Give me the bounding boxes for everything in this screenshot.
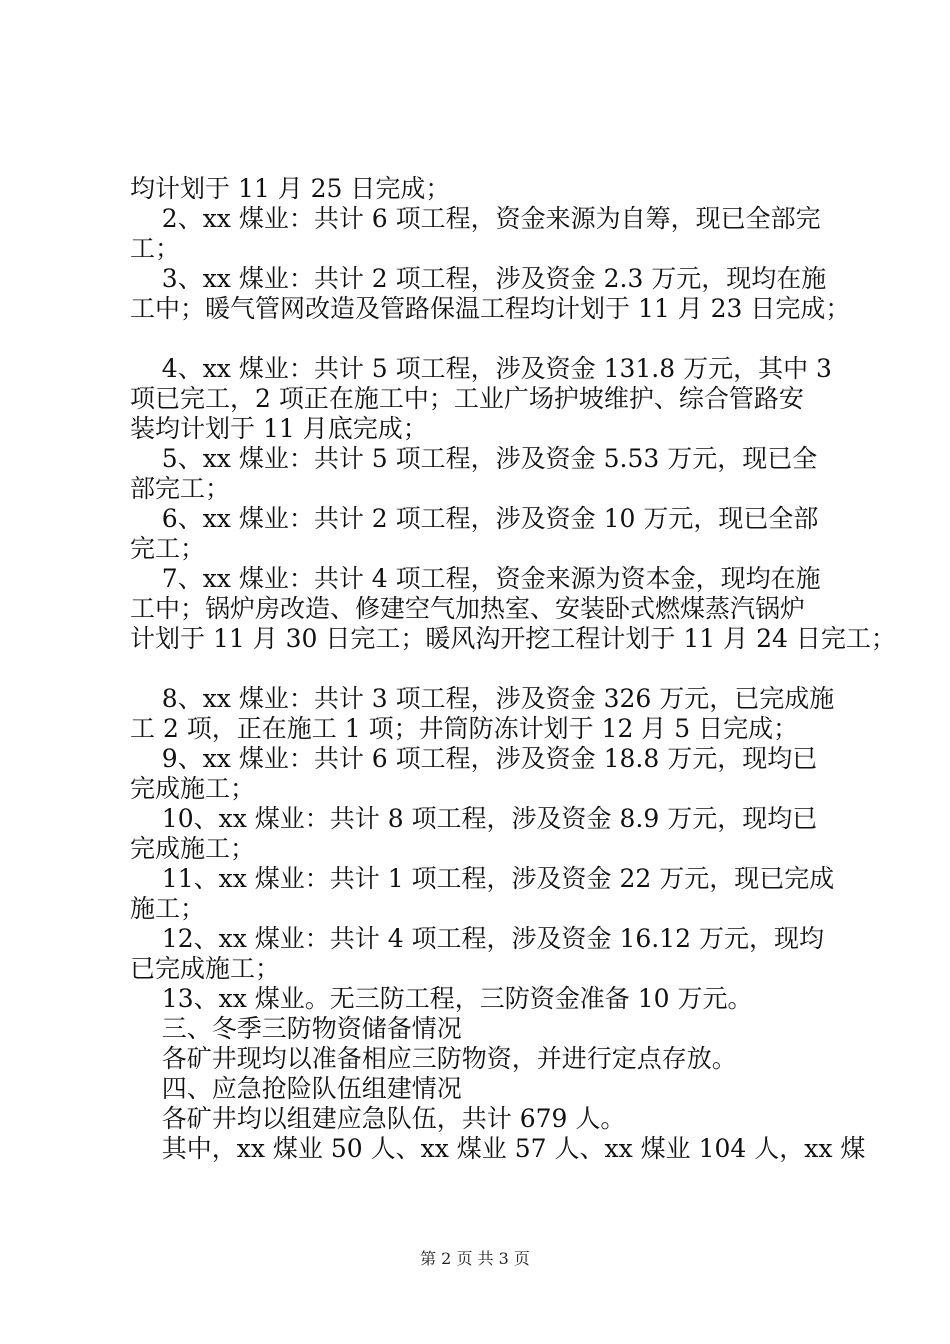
text-line: 13、xx 煤业。无三防工程，三防资金准备 10 万元。 xyxy=(130,984,753,1013)
blank-line xyxy=(130,324,830,354)
text-line: 完成施工； xyxy=(130,774,256,803)
text-line: 12、xx 煤业：共计 4 项工程，涉及资金 16.12 万元，现均 xyxy=(130,924,825,953)
text-line: 8、xx 煤业：共计 3 项工程，涉及资金 326 万元，已完成施 xyxy=(130,684,835,713)
text-line: 其中，xx 煤业 50 人、xx 煤业 57 人、xx 煤业 104 人，xx 煤 xyxy=(130,1134,866,1163)
text-line: 工中；锅炉房改造、修建空气加热室、安装卧式燃煤蒸汽锅炉 xyxy=(130,594,806,623)
text-line: 各矿井均以组建应急队伍，共计 679 人。 xyxy=(130,1104,626,1133)
text-line: 2、xx 煤业：共计 6 项工程，资金来源为自筹，现已全部完 xyxy=(130,204,821,233)
text-line: 4、xx 煤业：共计 5 项工程，涉及资金 131.8 万元，其中 3 xyxy=(130,354,832,383)
text-line: 已完成施工； xyxy=(130,954,281,983)
text-line: 装均计划于 11 月底完成； xyxy=(130,414,428,443)
section-heading: 四、应急抢险队伍组建情况 xyxy=(130,1074,462,1103)
text-line: 项已完工，2 项正在施工中；工业广场护坡维护、综合管路安 xyxy=(130,384,804,413)
text-line: 工 2 项，正在施工 1 项；井筒防冻计划于 12 月 5 日完成； xyxy=(130,714,799,743)
text-line: 11、xx 煤业：共计 1 项工程，涉及资金 22 万元，现已完成 xyxy=(130,864,835,893)
text-line: 均计划于 11 月 25 日完成； xyxy=(130,174,451,203)
text-line: 施工； xyxy=(130,894,206,923)
page-footer xyxy=(0,1246,950,1269)
text-line: 各矿井现均以准备相应三防物资，并进行定点存放。 xyxy=(130,1044,737,1073)
text-line: 10、xx 煤业：共计 8 项工程，涉及资金 8.9 万元，现均已 xyxy=(130,804,818,833)
page-number-label: 第 2 页 共 3 页 xyxy=(420,1249,530,1268)
text-line: 7、xx 煤业：共计 4 项工程，资金来源为资本金，现均在施 xyxy=(130,564,821,593)
text-line: 完工； xyxy=(130,534,206,563)
section-heading: 三、冬季三防物资储备情况 xyxy=(130,1014,462,1043)
text-line: 完成施工； xyxy=(130,834,256,863)
text-line: 5、xx 煤业：共计 5 项工程，涉及资金 5.53 万元，现已全 xyxy=(130,444,818,473)
blank-line xyxy=(130,654,830,684)
document-body xyxy=(130,174,896,1164)
text-line: 6、xx 煤业：共计 2 项工程，涉及资金 10 万元，现已全部 xyxy=(130,504,819,533)
text-line: 9、xx 煤业：共计 6 项工程，涉及资金 18.8 万元，现均已 xyxy=(130,744,818,773)
text-line: 计划于 11 月 30 日完工；暖风沟开挖工程计划于 11 月 24 日完工； xyxy=(130,624,896,653)
text-line: 部完工； xyxy=(130,474,231,503)
text-line: 工中；暖气管网改造及管路保温工程均计划于 11 月 23 日完成； xyxy=(130,294,851,323)
text-line: 3、xx 煤业：共计 2 项工程，涉及资金 2.3 万元，现均在施 xyxy=(130,264,827,293)
text-line: 工； xyxy=(130,234,181,263)
